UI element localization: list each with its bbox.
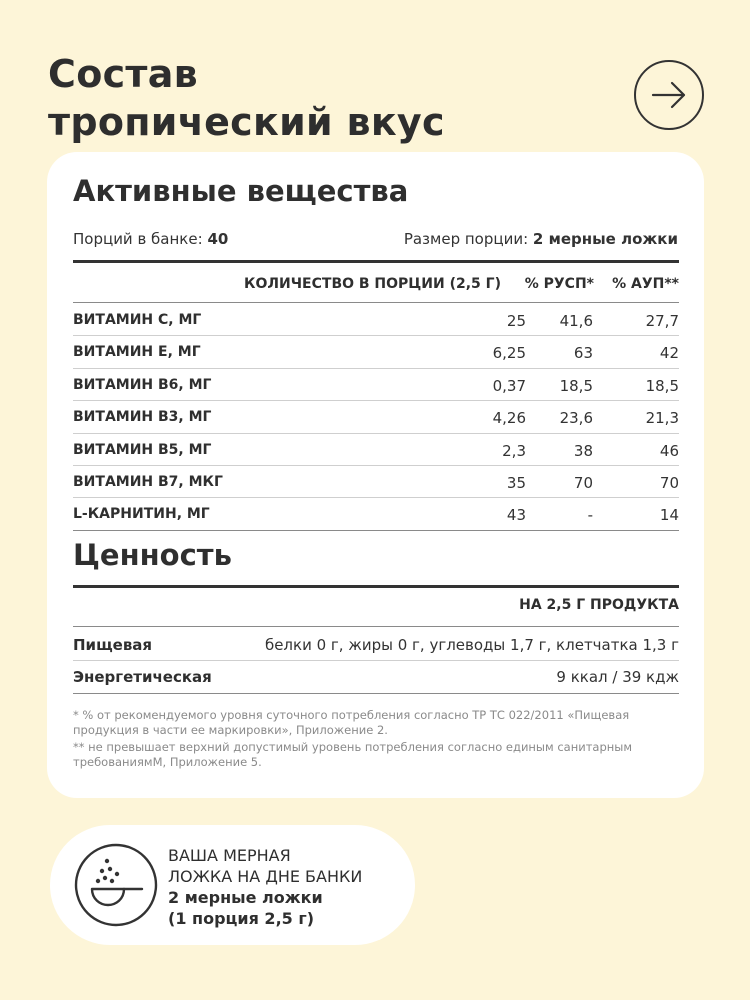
measuring-spoon-info	[50, 825, 415, 945]
measuring-spoon-text: ВАША МЕРНАЯ ЛОЖКА НА ДНЕ БАНКИ 2 мерные ложки (1 порция 2,5 г)	[168, 846, 363, 928]
value-section-title: Ценность	[73, 538, 232, 572]
divider	[73, 260, 679, 263]
measuring-spoon-icon	[72, 841, 160, 929]
page-title	[48, 50, 445, 146]
servings-per-container: Порций в банке: 40	[73, 230, 229, 248]
table-row: ВИТАМИН В6, МГ 0,37 18,5 18,5	[73, 377, 679, 395]
table-row: L-КАРНИТИН, МГ 43 - 14	[73, 506, 679, 524]
divider	[73, 693, 679, 694]
next-button[interactable]	[634, 60, 704, 130]
serving-size: Размер порции: 2 мерные ложки	[403, 230, 678, 248]
composition-card	[47, 152, 704, 798]
table-row: ВИТАМИН С, МГ 25 41,6 27,7	[73, 312, 679, 330]
table-row: ВИТАМИН В5, МГ 2,3 38 46	[73, 442, 679, 460]
table-row: ВИТАМИН Е, МГ 6,25 63 42	[73, 344, 679, 362]
page-title-line2: тропический вкус	[48, 100, 445, 144]
divider	[73, 626, 679, 627]
footnotes	[73, 708, 679, 772]
column-header-per-product: НА 2,5 Г ПРОДУКТА	[519, 597, 679, 613]
divider	[73, 530, 679, 531]
arrow-right-icon	[651, 81, 687, 109]
column-header-aup: % АУП**	[612, 276, 679, 292]
column-header-rusp: % РУСП*	[524, 276, 594, 292]
footnote-2: ** не превышает верхний допустимый уровень потребления согласно единым санитарным требованиямМ, Приложение 5.	[73, 740, 633, 769]
footnote-1: * % от рекомендуемого уровня суточного потребления согласно ТР ТС 022/2011 «Пищевая продукция в части ее маркировки», Приложение 2.	[73, 708, 630, 737]
divider	[73, 585, 679, 588]
divider	[73, 302, 679, 303]
table-row: Пищевая белки 0 г, жиры 0 г, углеводы 1,7 г, клетчатка 1,3 г	[73, 636, 679, 654]
table-row: Энергетическая 9 ккал / 39 кдж	[73, 668, 679, 686]
table-row: ВИТАМИН В3, МГ 4,26 23,6 21,3	[73, 409, 679, 427]
page-title-line1: Состав	[48, 52, 199, 96]
table-row: ВИТАМИН В7, МКГ 35 70 70	[73, 474, 679, 492]
column-header-amount: КОЛИЧЕСТВО В ПОРЦИИ (2,5 Г)	[244, 276, 501, 292]
active-substances-title: Активные вещества	[73, 174, 409, 208]
